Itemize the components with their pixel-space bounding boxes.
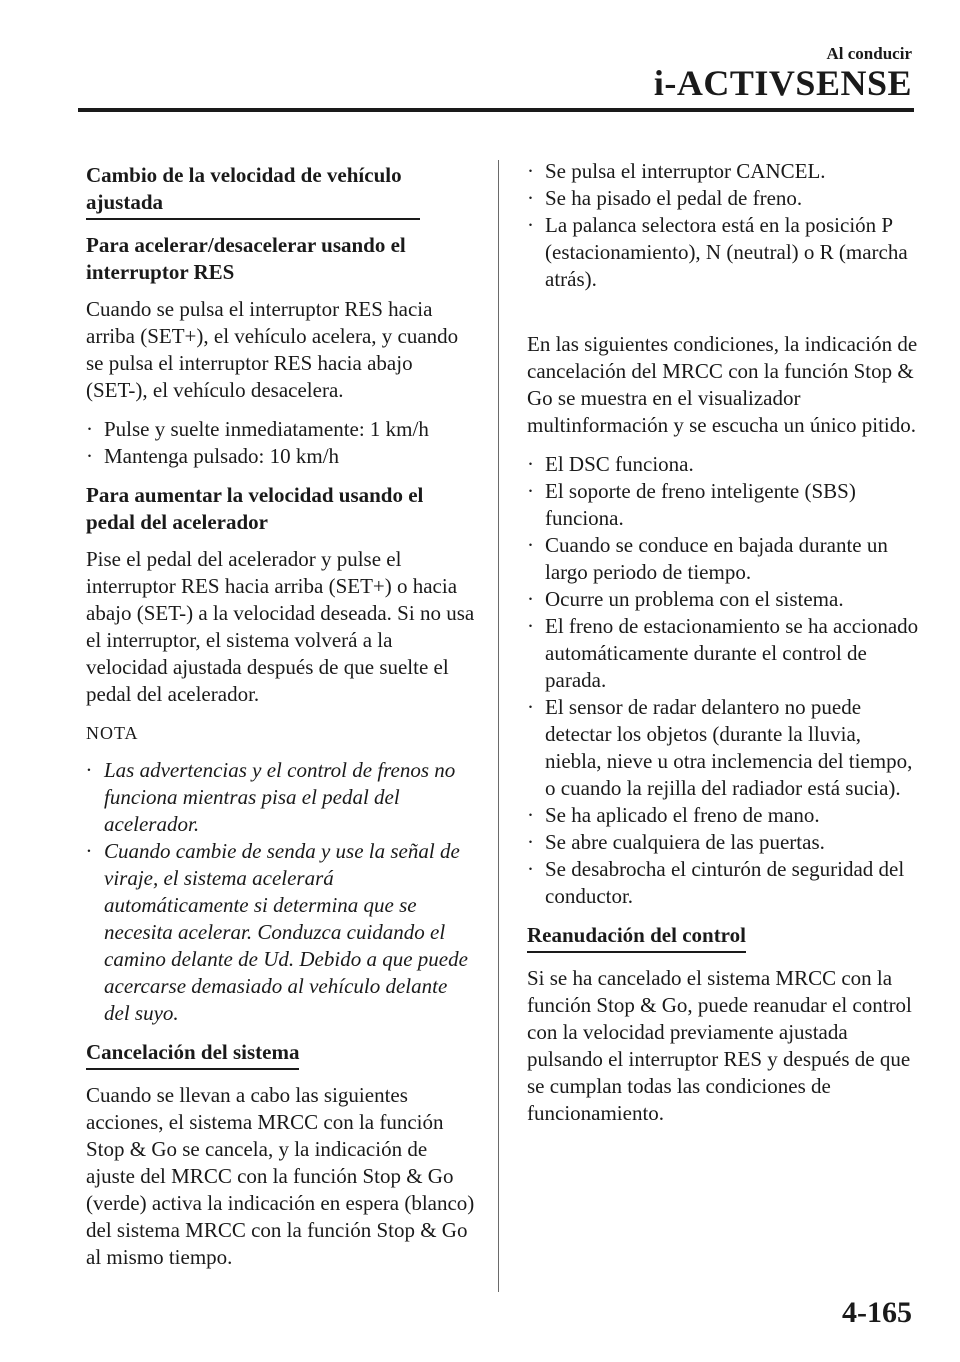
list-item: · Pulse y suelte inmediatamente: 1 km/h — [86, 417, 429, 441]
paragraph: Si se ha cancelado el sistema MRCC con la función Stop & Go, puede reanudar el control con la velocidad previamente ajustada pulsando el interruptor RES y después de que se cumplan todas las condiciones de funcionamiento. — [527, 966, 912, 1125]
list-item: · El DSC funciona. — [527, 452, 694, 476]
list-item: · Ocurre un problema con el sistema. — [527, 587, 844, 611]
list-item: · La palanca selectora está en la posición P (estacionamiento), N (neutral) o R (marcha atrás). — [527, 213, 908, 291]
subheading: Para acelerar/desacelerar usando el interruptor RES — [86, 233, 406, 284]
list-item: · Se abre cualquiera de las puertas. — [527, 830, 825, 854]
right-column — [527, 158, 919, 1139]
bullet-icon: · — [527, 857, 534, 881]
list-item: · El soporte de freno inteligente (SBS) funciona. — [527, 479, 856, 530]
bullet-icon: · — [527, 614, 534, 638]
note-list — [86, 757, 476, 1027]
bullet-icon: · — [527, 479, 534, 503]
left-column — [86, 158, 476, 1283]
bullet-icon: · — [86, 758, 92, 782]
header-title: i-ACTIVSENSE — [653, 63, 912, 103]
list-item: · Se pulsa el interruptor CANCEL. — [527, 159, 826, 183]
bullet-icon: · — [86, 839, 92, 863]
bullet-list — [527, 451, 919, 910]
bullet-icon: · — [527, 830, 534, 854]
subheading: Para aumentar la velocidad usando el pedal del acelerador — [86, 483, 424, 534]
bullet-icon: · — [527, 533, 534, 557]
paragraph: Cuando se llevan a cabo las siguientes acciones, el sistema MRCC con la función Stop & Go se cancela, y la indicación de ajuste del MRCC con la función Stop & Go (verde) activa la indicación en espera (blanco) del sistema MRCC con la función Stop & Go al mismo tiempo. — [86, 1083, 475, 1269]
section-heading: Reanudación del control — [527, 922, 746, 953]
bullet-icon: · — [86, 444, 93, 468]
list-item: · Cuando cambie de senda y use la señal de viraje, el sistema acelerará automáticamente si determina que se necesita acelerar. Conduzca cuidando el camino delante de Ud. Debido a que puede acercarse demasiado al vehículo delante del suyo. — [86, 839, 468, 1025]
bullet-icon: · — [527, 803, 534, 827]
list-item: · Mantenga pulsado: 10 km/h — [86, 444, 340, 468]
list-item: · Se ha aplicado el freno de mano. — [527, 803, 820, 827]
bullet-list — [86, 416, 476, 470]
bullet-list — [527, 158, 919, 293]
bullet-icon: · — [527, 695, 534, 719]
paragraph: Pise el pedal del acelerador y pulse el interruptor RES hacia arriba (SET+) o hacia abajo (SET-) a la velocidad deseada. Si no usa el interruptor, el sistema volverá a la velocidad ajustada después de que suelte el pedal del acelerador. — [86, 547, 475, 706]
list-item: · Se ha pisado el pedal de freno. — [527, 186, 803, 210]
bullet-icon: · — [527, 452, 534, 476]
paragraph: Cuando se pulsa el interruptor RES hacia arriba (SET+), el vehículo acelera, y cuando se pulsa el interruptor RES hacia abajo (SET-), el vehículo desacelera. — [86, 297, 459, 402]
list-item: · El sensor de radar delantero no puede detectar los objetos (durante la lluvia, niebla, nieve u otra inclemencia del tiempo, o cuando la rejilla del radiador está sucia). — [527, 695, 913, 800]
header-section-label: Al conducir — [826, 44, 912, 63]
list-item: · Se desabrocha el cinturón de seguridad del conductor. — [527, 857, 905, 908]
section-heading: Cancelación del sistema — [86, 1039, 299, 1070]
list-item: · El freno de estacionamiento se ha accionado automáticamente durante el control de parada. — [527, 614, 919, 692]
column-divider — [498, 160, 499, 1292]
list-item: · Las advertencias y el control de frenos no funciona mientras pisa el pedal del acelerador. — [86, 758, 456, 836]
bullet-icon: · — [86, 417, 93, 441]
paragraph: En las siguientes condiciones, la indicación de cancelación del MRCC con la función Stop & Go se muestra en el visualizador multinformación y se escucha un único pitido. — [527, 332, 918, 437]
list-item: · Cuando se conduce en bajada durante un largo periodo de tiempo. — [527, 533, 888, 584]
bullet-icon: · — [527, 213, 534, 237]
section-heading: Cambio de la velocidad de vehículo ajustada — [86, 162, 420, 220]
page-number: 4-165 — [842, 1296, 912, 1329]
bullet-icon: · — [527, 159, 534, 183]
bullet-icon: · — [527, 587, 534, 611]
header-rule — [78, 108, 914, 112]
note-label: NOTA — [86, 723, 139, 743]
bullet-icon: · — [527, 186, 534, 210]
